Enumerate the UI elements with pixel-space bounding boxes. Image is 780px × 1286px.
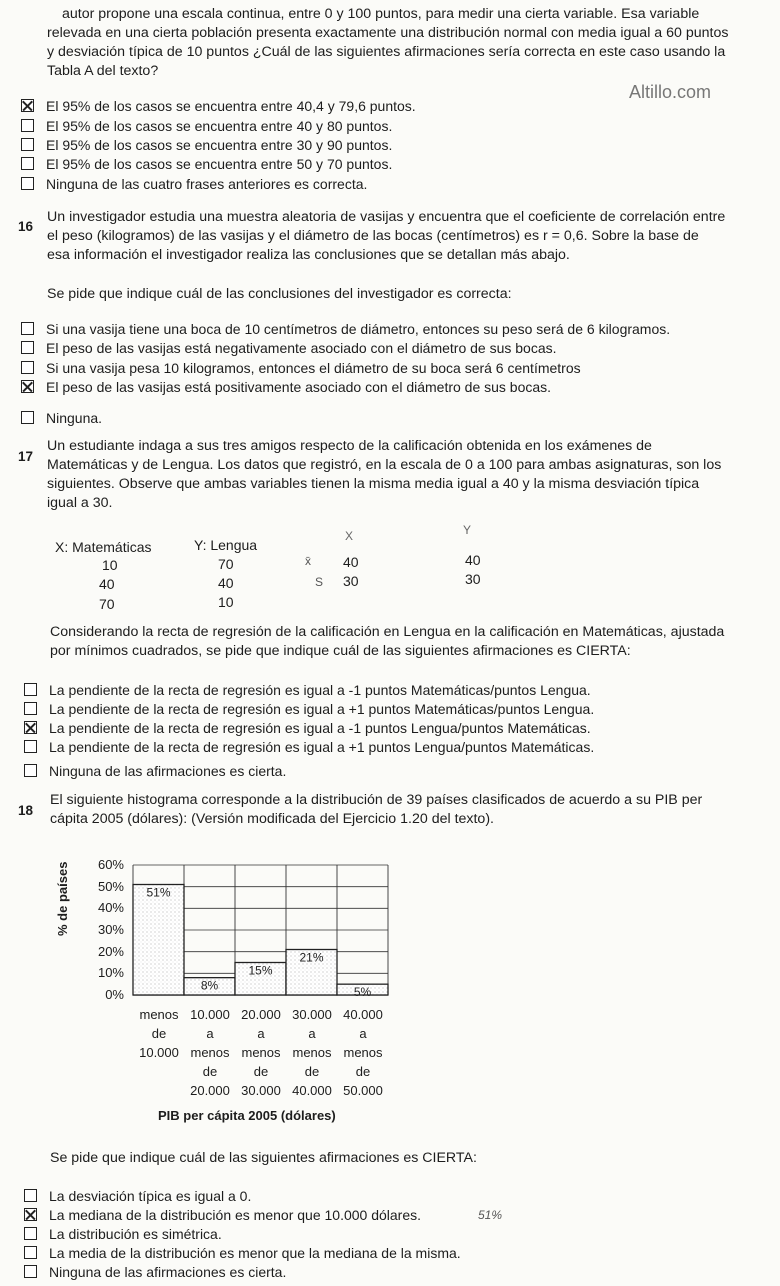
y-tick-label: 30% [97, 922, 124, 937]
histogram-chart [130, 855, 390, 1000]
y-tick-label: 40% [97, 900, 124, 916]
option-label: El peso de las vasijas está negativamente asociado con el diámetro de sus bocas. [46, 340, 557, 356]
q17-option-1[interactable] [24, 681, 591, 699]
option-label: La pendiente de la recta de regresión es igual a -1 puntos Matemáticas/puntos Lengua. [49, 682, 591, 698]
option-label: Ninguna de las afirmaciones es cierta. [49, 1264, 287, 1280]
checkbox-icon[interactable] [21, 322, 34, 335]
q18-option-3[interactable] [24, 1225, 222, 1243]
q17-prompt-line: Considerando la recta de regresión de la calificación en Lengua en la calificación en Matemáticas, ajustada [50, 624, 725, 640]
y-tick-label: 10% [97, 965, 124, 981]
table-y-value: 40 [218, 575, 234, 591]
option-label: Ninguna de las cuatro frases anteriores es correcta. [46, 176, 368, 192]
checkbox-icon[interactable] [24, 1265, 37, 1278]
option-label: La media de la distribución es menor que la mediana de la misma. [49, 1245, 461, 1261]
checkbox-icon[interactable] [21, 177, 34, 190]
table-y-value: 70 [218, 556, 234, 572]
q17-option-5[interactable] [24, 762, 286, 780]
checked-checkbox-icon[interactable] [24, 721, 37, 734]
q18-option-2[interactable] [24, 1206, 421, 1224]
table-x-col-label: X [345, 529, 354, 543]
table-x-value: 70 [99, 596, 115, 612]
y-tick-label: 50% [97, 878, 124, 894]
q18-number: 18 [18, 803, 34, 818]
option-label: El peso de las vasijas está positivamente asociado con el diámetro de sus bocas. [46, 379, 552, 395]
q17-stem-line: igual a 30. [47, 495, 113, 511]
q18-stem-line: El siguiente histograma corresponde a la distribución de 39 países clasificados de acuerdo a su PIB per [50, 792, 703, 808]
y-tick-label: 20% [97, 943, 124, 959]
x-category-label [337, 1005, 389, 1100]
q18-stem [50, 791, 702, 829]
chart-x-title: PIB per cápita 2005 (dólares) [158, 1108, 336, 1123]
checkbox-icon[interactable] [21, 138, 34, 151]
q17-stem [47, 437, 721, 513]
x-category-label [235, 1005, 287, 1100]
q17-stem-line: Matemáticas y de Lengua. Los datos que registró, en la escala de 0 a 100 para ambas asignaturas, son los [47, 457, 722, 473]
table-y-value: 10 [218, 594, 234, 610]
table-x-value: 40 [99, 576, 115, 592]
x-category-line: de [151, 1026, 167, 1041]
table-mean-y: 40 [465, 552, 481, 568]
q16-stem-line: Un investigador estudia una muestra aleatoria de vasijas y encuentra que el coeficiente de correlación entre [47, 209, 726, 225]
q17-option-3[interactable] [24, 719, 591, 737]
bar-value-label: 5% [353, 985, 372, 1000]
y-tick-label: 60% [97, 857, 124, 872]
x-category-line: 30.000 [241, 1083, 281, 1098]
bar-value-label: 8% [200, 978, 219, 993]
option-label: La mediana de la distribución es menor que 10.000 dólares. [49, 1207, 422, 1223]
q15-option-2[interactable] [21, 117, 392, 135]
checkbox-icon[interactable] [21, 361, 34, 374]
x-category-line: de [304, 1064, 320, 1079]
bar-value-label: 51% [146, 885, 171, 900]
option-label: La desviación típica es igual a 0. [49, 1188, 252, 1204]
q17-prompt [50, 623, 724, 661]
q17-number: 17 [18, 449, 34, 464]
option-label: Si una vasija tiene una boca de 10 centímetros de diámetro, entonces su peso será de 6 kilogramos. [46, 321, 671, 337]
table-y-header: Y: Lengua [194, 537, 258, 553]
option-label: El 95% de los casos se encuentra entre 40 y 80 puntos. [46, 118, 393, 134]
q18-option-5[interactable] [24, 1263, 286, 1281]
q16-stem-line: el peso (kilogramos) de las vasijas y el diámetro de las bocas (centímetros) es r = 0,6. Sobre la base de [47, 228, 699, 244]
q15-stem-line: y desviación típica de 10 puntos ¿Cuál de las siguientes afirmaciones sería correcta en este caso usando la [47, 44, 726, 60]
q15-option-3[interactable] [21, 136, 392, 154]
x-category-line: menos [139, 1007, 179, 1022]
watermark: Altillo.com [629, 82, 712, 102]
checkbox-icon[interactable] [24, 702, 37, 715]
table-mean-x: 40 [343, 554, 359, 570]
q17-option-4[interactable] [24, 738, 594, 756]
q15-stem [47, 5, 728, 81]
checkbox-icon[interactable] [21, 411, 34, 424]
q16-option-4[interactable] [21, 378, 551, 396]
option-label: La pendiente de la recta de regresión es igual a -1 puntos Lengua/puntos Matemáticas. [49, 720, 591, 736]
option-label: La pendiente de la recta de regresión es igual a +1 puntos Matemáticas/puntos Lengua. [49, 701, 595, 717]
q18-option-4[interactable] [24, 1244, 461, 1262]
option-label: La distribución es simétrica. [49, 1226, 222, 1242]
checkbox-icon[interactable] [24, 683, 37, 696]
x-category-line: menos [190, 1045, 230, 1060]
option-label: Ninguna. [46, 410, 103, 426]
checked-checkbox-icon[interactable] [21, 380, 34, 393]
x-category-label [286, 1005, 338, 1100]
x-category-line: a [206, 1026, 214, 1041]
q15-stem-line: relevada en una cierta población presenta exactamente una distribución normal con media igual a 60 puntos [47, 25, 729, 41]
x-category-line: 10.000 [190, 1007, 230, 1022]
checked-checkbox-icon[interactable] [21, 99, 34, 112]
checkbox-icon[interactable] [21, 119, 34, 132]
q16-prompt: Se pide que indique cuál de las conclusiones del investigador es correcta: [47, 286, 512, 302]
table-mean-label: x̄ [305, 554, 311, 568]
q15-option-1[interactable] [21, 97, 416, 115]
q17-option-2[interactable] [24, 700, 594, 718]
q16-stem [47, 208, 725, 265]
q16-option-3[interactable] [21, 359, 581, 377]
q18-prompt: Se pide que indique cuál de las siguientes afirmaciones es CIERTA: [50, 1150, 477, 1166]
x-category-line: menos [241, 1045, 281, 1060]
x-category-label [184, 1005, 236, 1100]
x-category-line: 30.000 [292, 1007, 332, 1022]
table-sd-y: 30 [465, 571, 481, 587]
option-label: La pendiente de la recta de regresión es igual a +1 puntos Lengua/puntos Matemáticas. [49, 739, 595, 755]
q15-option-5[interactable] [21, 175, 367, 193]
q15-stem-line: autor propone una escala continua, entre 0 y 100 puntos, para medir una cierta variable. Esa variable [62, 6, 700, 22]
x-category-line: 40.000 [292, 1083, 332, 1098]
x-category-line: 50.000 [343, 1083, 383, 1098]
x-category-line: 20.000 [241, 1007, 281, 1022]
q17-prompt-line: por mínimos cuadrados, se pide que indique cuál de las siguientes afirmaciones es CIERTA: [50, 643, 631, 659]
q16-stem-line: esa información el investigador realiza las conclusiones que se detallan más abajo. [47, 247, 570, 263]
histogram-bar [133, 885, 184, 996]
q18-option-1[interactable] [24, 1187, 251, 1205]
q17-stem-line: siguientes. Observe que ambas variables tienen la misma media igual a 40 y la misma desviación típica [47, 476, 700, 492]
q16-option-2[interactable] [21, 339, 557, 357]
checkbox-icon[interactable] [24, 764, 37, 777]
option-label: El 95% de los casos se encuentra entre 50 y 70 puntos. [46, 156, 393, 172]
checkbox-icon[interactable] [21, 157, 34, 170]
x-category-line: menos [292, 1045, 332, 1060]
checkbox-icon[interactable] [24, 1189, 37, 1202]
x-category-line: 20.000 [190, 1083, 230, 1098]
checkbox-icon[interactable] [21, 341, 34, 354]
q16-number: 16 [18, 219, 34, 234]
option-label: Ninguna de las afirmaciones es cierta. [49, 763, 287, 779]
table-x-header: X: Matemáticas [55, 539, 152, 555]
table-y-col-label: Y [463, 523, 472, 537]
table-x-value: 10 [102, 557, 118, 573]
option-label: El 95% de los casos se encuentra entre 30 y 90 puntos. [46, 137, 393, 153]
checkbox-icon[interactable] [24, 740, 37, 753]
checkbox-icon[interactable] [24, 1246, 37, 1259]
table-sd-x: 30 [343, 573, 359, 589]
q17-stem-line: Un estudiante indaga a sus tres amigos respecto de la calificación obtenida en los exámenes de [47, 438, 652, 454]
q18-stem-line: cápita 2005 (dólares): (Versión modificada del Ejercicio 1.20 del texto). [50, 811, 494, 827]
x-category-line: menos [343, 1045, 383, 1060]
table-sd-label: S [315, 575, 324, 589]
x-category-line: de [355, 1064, 371, 1079]
x-category-line: a [359, 1026, 367, 1041]
x-category-line: de [253, 1064, 269, 1079]
y-tick-label: 0% [105, 987, 124, 1002]
q15-option-4[interactable] [21, 155, 392, 173]
chart-y-title: % de países [55, 861, 70, 936]
x-category-line: a [308, 1026, 316, 1041]
x-category-line: 40.000 [343, 1007, 383, 1022]
checked-checkbox-icon[interactable] [24, 1208, 37, 1221]
q15-stem-line: Tabla A del texto? [47, 63, 159, 79]
x-category-label [133, 1005, 185, 1062]
q16-option-1[interactable] [21, 320, 670, 338]
x-category-line: 10.000 [139, 1045, 179, 1060]
checkbox-icon[interactable] [24, 1227, 37, 1240]
x-category-line: a [257, 1026, 265, 1041]
bar-value-label: 15% [248, 963, 273, 978]
x-category-line: de [202, 1064, 218, 1079]
option-label: Si una vasija pesa 10 kilogramos, entonces el diámetro de su boca será 6 centímetros [46, 360, 581, 376]
option-label: El 95% de los casos se encuentra entre 40,4 y 79,6 puntos. [46, 98, 416, 114]
q18-margin-note: 51% [478, 1208, 503, 1222]
q16-option-5[interactable] [21, 409, 102, 427]
bar-value-label: 21% [299, 950, 324, 965]
